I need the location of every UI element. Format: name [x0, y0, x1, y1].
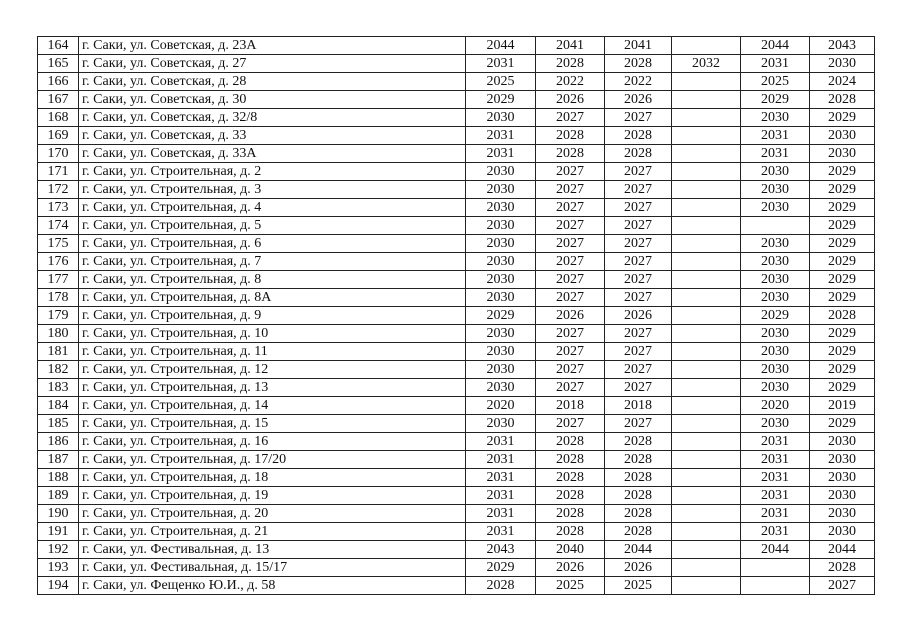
year-col-6-cell: 2029 [810, 325, 875, 343]
year-col-2-cell: 2026 [536, 559, 605, 577]
year-col-2-cell: 2028 [536, 145, 605, 163]
address-cell: г. Саки, ул. Строительная, д. 9 [79, 307, 466, 325]
year-col-5-cell: 2030 [741, 253, 810, 271]
address-cell: г. Саки, ул. Строительная, д. 21 [79, 523, 466, 541]
row-number: 178 [38, 289, 79, 307]
year-col-6-cell: 2029 [810, 217, 875, 235]
address-cell: г. Саки, ул. Советская, д. 23А [79, 37, 466, 55]
year-col-2-cell: 2027 [536, 271, 605, 289]
year-col-5-cell: 2044 [741, 541, 810, 559]
year-col-4-cell [672, 289, 741, 307]
year-col-1-cell: 2030 [466, 253, 536, 271]
year-col-5-cell: 2030 [741, 343, 810, 361]
row-number: 177 [38, 271, 79, 289]
year-col-1-cell: 2030 [466, 325, 536, 343]
table-row [38, 145, 875, 163]
year-col-6-cell: 2029 [810, 109, 875, 127]
year-col-2-cell: 2018 [536, 397, 605, 415]
year-col-6-cell: 2028 [810, 91, 875, 109]
year-col-6-cell: 2030 [810, 145, 875, 163]
year-col-1-cell: 2031 [466, 487, 536, 505]
address-cell: г. Саки, ул. Строительная, д. 8А [79, 289, 466, 307]
year-col-4-cell [672, 343, 741, 361]
year-col-5-cell: 2030 [741, 361, 810, 379]
table-row [38, 253, 875, 271]
year-col-2-cell: 2028 [536, 469, 605, 487]
year-col-2-cell: 2028 [536, 505, 605, 523]
year-col-6-cell: 2029 [810, 415, 875, 433]
row-number: 189 [38, 487, 79, 505]
row-number: 171 [38, 163, 79, 181]
year-col-6-cell: 2029 [810, 181, 875, 199]
year-col-6-cell: 2029 [810, 271, 875, 289]
year-col-6-cell: 2030 [810, 55, 875, 73]
year-col-6-cell: 2029 [810, 343, 875, 361]
year-col-3-cell: 2027 [605, 361, 672, 379]
year-col-6-cell: 2019 [810, 397, 875, 415]
year-col-5-cell: 2031 [741, 505, 810, 523]
year-col-5-cell: 2030 [741, 235, 810, 253]
year-col-1-cell: 2020 [466, 397, 536, 415]
table-row [38, 289, 875, 307]
row-number: 176 [38, 253, 79, 271]
year-col-3-cell: 2027 [605, 163, 672, 181]
row-number: 193 [38, 559, 79, 577]
year-col-4-cell [672, 235, 741, 253]
table-row [38, 109, 875, 127]
row-number: 188 [38, 469, 79, 487]
schedule-table [37, 36, 875, 595]
row-number: 183 [38, 379, 79, 397]
address-cell: г. Саки, ул. Советская, д. 32/8 [79, 109, 466, 127]
row-number: 190 [38, 505, 79, 523]
address-cell: г. Саки, ул. Строительная, д. 10 [79, 325, 466, 343]
address-cell: г. Саки, ул. Строительная, д. 14 [79, 397, 466, 415]
year-col-1-cell: 2025 [466, 73, 536, 91]
year-col-3-cell: 2028 [605, 487, 672, 505]
address-cell: г. Саки, ул. Строительная, д. 5 [79, 217, 466, 235]
address-cell: г. Саки, ул. Советская, д. 33 [79, 127, 466, 145]
row-number: 166 [38, 73, 79, 91]
year-col-5-cell: 2030 [741, 199, 810, 217]
row-number: 182 [38, 361, 79, 379]
year-col-5-cell: 2030 [741, 271, 810, 289]
row-number: 194 [38, 577, 79, 595]
address-cell: г. Саки, ул. Строительная, д. 3 [79, 181, 466, 199]
table-row [38, 397, 875, 415]
year-col-6-cell: 2030 [810, 127, 875, 145]
year-col-3-cell: 2028 [605, 127, 672, 145]
year-col-5-cell: 2031 [741, 127, 810, 145]
year-col-4-cell [672, 271, 741, 289]
year-col-1-cell: 2030 [466, 235, 536, 253]
row-number: 170 [38, 145, 79, 163]
year-col-3-cell: 2018 [605, 397, 672, 415]
year-col-6-cell: 2029 [810, 361, 875, 379]
year-col-1-cell: 2030 [466, 271, 536, 289]
year-col-1-cell: 2043 [466, 541, 536, 559]
year-col-1-cell: 2029 [466, 559, 536, 577]
year-col-2-cell: 2027 [536, 343, 605, 361]
year-col-2-cell: 2027 [536, 199, 605, 217]
year-col-2-cell: 2027 [536, 181, 605, 199]
year-col-6-cell: 2024 [810, 73, 875, 91]
year-col-4-cell [672, 199, 741, 217]
address-cell: г. Саки, ул. Строительная, д. 16 [79, 433, 466, 451]
year-col-1-cell: 2031 [466, 469, 536, 487]
row-number: 165 [38, 55, 79, 73]
year-col-1-cell: 2030 [466, 343, 536, 361]
row-number: 169 [38, 127, 79, 145]
year-col-4-cell [672, 505, 741, 523]
year-col-3-cell: 2027 [605, 253, 672, 271]
year-col-4-cell [672, 37, 741, 55]
address-cell: г. Саки, ул. Строительная, д. 6 [79, 235, 466, 253]
year-col-4-cell [672, 487, 741, 505]
table-row [38, 523, 875, 541]
year-col-1-cell: 2030 [466, 289, 536, 307]
year-col-5-cell: 2031 [741, 469, 810, 487]
year-col-4-cell [672, 361, 741, 379]
year-col-3-cell: 2026 [605, 559, 672, 577]
year-col-3-cell: 2027 [605, 217, 672, 235]
year-col-3-cell: 2027 [605, 235, 672, 253]
row-number: 184 [38, 397, 79, 415]
year-col-5-cell: 2030 [741, 379, 810, 397]
year-col-6-cell: 2029 [810, 235, 875, 253]
table-row [38, 559, 875, 577]
year-col-2-cell: 2025 [536, 577, 605, 595]
year-col-4-cell [672, 433, 741, 451]
table-row [38, 379, 875, 397]
year-col-6-cell: 2030 [810, 451, 875, 469]
address-cell: г. Саки, ул. Строительная, д. 20 [79, 505, 466, 523]
year-col-5-cell: 2031 [741, 487, 810, 505]
address-cell: г. Саки, ул. Советская, д. 28 [79, 73, 466, 91]
year-col-2-cell: 2027 [536, 235, 605, 253]
year-col-3-cell: 2027 [605, 271, 672, 289]
year-col-4-cell [672, 73, 741, 91]
year-col-4-cell [672, 523, 741, 541]
year-col-2-cell: 2027 [536, 415, 605, 433]
year-col-2-cell: 2027 [536, 325, 605, 343]
table-row [38, 469, 875, 487]
year-col-2-cell: 2028 [536, 127, 605, 145]
year-col-6-cell: 2028 [810, 559, 875, 577]
year-col-3-cell: 2027 [605, 289, 672, 307]
year-col-5-cell: 2029 [741, 91, 810, 109]
year-col-1-cell: 2031 [466, 145, 536, 163]
year-col-5-cell: 2031 [741, 451, 810, 469]
year-col-3-cell: 2027 [605, 109, 672, 127]
year-col-3-cell: 2027 [605, 343, 672, 361]
year-col-3-cell: 2028 [605, 55, 672, 73]
year-col-1-cell: 2030 [466, 217, 536, 235]
year-col-1-cell: 2028 [466, 577, 536, 595]
year-col-3-cell: 2022 [605, 73, 672, 91]
year-col-6-cell: 2044 [810, 541, 875, 559]
year-col-5-cell: 2030 [741, 109, 810, 127]
year-col-4-cell [672, 469, 741, 487]
year-col-5-cell: 2031 [741, 145, 810, 163]
row-number: 173 [38, 199, 79, 217]
year-col-5-cell: 2031 [741, 55, 810, 73]
year-col-4-cell [672, 91, 741, 109]
year-col-6-cell: 2029 [810, 253, 875, 271]
year-col-6-cell: 2027 [810, 577, 875, 595]
year-col-4-cell [672, 379, 741, 397]
table-row [38, 307, 875, 325]
year-col-4-cell: 2032 [672, 55, 741, 73]
table-row [38, 505, 875, 523]
table-row [38, 127, 875, 145]
year-col-1-cell: 2030 [466, 199, 536, 217]
year-col-3-cell: 2025 [605, 577, 672, 595]
year-col-6-cell: 2029 [810, 163, 875, 181]
address-cell: г. Саки, ул. Строительная, д. 15 [79, 415, 466, 433]
year-col-5-cell [741, 559, 810, 577]
year-col-5-cell [741, 577, 810, 595]
year-col-3-cell: 2027 [605, 325, 672, 343]
row-number: 174 [38, 217, 79, 235]
year-col-4-cell [672, 109, 741, 127]
year-col-4-cell [672, 145, 741, 163]
row-number: 191 [38, 523, 79, 541]
year-col-2-cell: 2022 [536, 73, 605, 91]
year-col-3-cell: 2028 [605, 469, 672, 487]
year-col-6-cell: 2028 [810, 307, 875, 325]
year-col-1-cell: 2031 [466, 505, 536, 523]
year-col-5-cell [741, 217, 810, 235]
year-col-1-cell: 2031 [466, 523, 536, 541]
schedule-table-sheet [37, 36, 875, 595]
table-row [38, 487, 875, 505]
year-col-3-cell: 2027 [605, 199, 672, 217]
year-col-5-cell: 2030 [741, 181, 810, 199]
year-col-4-cell [672, 415, 741, 433]
table-row [38, 361, 875, 379]
year-col-2-cell: 2027 [536, 289, 605, 307]
year-col-2-cell: 2028 [536, 451, 605, 469]
year-col-6-cell: 2029 [810, 289, 875, 307]
year-col-4-cell [672, 217, 741, 235]
address-cell: г. Саки, ул. Фестивальная, д. 13 [79, 541, 466, 559]
row-number: 187 [38, 451, 79, 469]
year-col-2-cell: 2027 [536, 253, 605, 271]
year-col-4-cell [672, 253, 741, 271]
year-col-5-cell: 2030 [741, 415, 810, 433]
year-col-6-cell: 2030 [810, 433, 875, 451]
year-col-5-cell: 2029 [741, 307, 810, 325]
address-cell: г. Саки, ул. Строительная, д. 17/20 [79, 451, 466, 469]
year-col-3-cell: 2026 [605, 307, 672, 325]
address-cell: г. Саки, ул. Строительная, д. 19 [79, 487, 466, 505]
table-row [38, 433, 875, 451]
table-row [38, 325, 875, 343]
row-number: 168 [38, 109, 79, 127]
table-row [38, 235, 875, 253]
table-row [38, 541, 875, 559]
year-col-5-cell: 2030 [741, 325, 810, 343]
row-number: 172 [38, 181, 79, 199]
table-row [38, 415, 875, 433]
row-number: 186 [38, 433, 79, 451]
year-col-6-cell: 2030 [810, 505, 875, 523]
year-col-1-cell: 2030 [466, 379, 536, 397]
year-col-5-cell: 2020 [741, 397, 810, 415]
year-col-4-cell [672, 325, 741, 343]
year-col-1-cell: 2044 [466, 37, 536, 55]
year-col-1-cell: 2031 [466, 55, 536, 73]
address-cell: г. Саки, ул. Строительная, д. 2 [79, 163, 466, 181]
year-col-4-cell [672, 577, 741, 595]
year-col-4-cell [672, 181, 741, 199]
year-col-6-cell: 2029 [810, 379, 875, 397]
row-number: 175 [38, 235, 79, 253]
table-body [38, 37, 875, 595]
year-col-3-cell: 2027 [605, 181, 672, 199]
row-number: 192 [38, 541, 79, 559]
year-col-2-cell: 2028 [536, 523, 605, 541]
year-col-1-cell: 2030 [466, 181, 536, 199]
year-col-2-cell: 2027 [536, 109, 605, 127]
table-row [38, 163, 875, 181]
table-row [38, 199, 875, 217]
address-cell: г. Саки, ул. Фещенко Ю.И., д. 58 [79, 577, 466, 595]
year-col-1-cell: 2030 [466, 361, 536, 379]
address-cell: г. Саки, ул. Строительная, д. 18 [79, 469, 466, 487]
year-col-5-cell: 2030 [741, 289, 810, 307]
year-col-5-cell: 2044 [741, 37, 810, 55]
year-col-4-cell [672, 397, 741, 415]
row-number: 181 [38, 343, 79, 361]
year-col-4-cell [672, 307, 741, 325]
year-col-2-cell: 2027 [536, 163, 605, 181]
year-col-4-cell [672, 451, 741, 469]
year-col-2-cell: 2041 [536, 37, 605, 55]
table-row [38, 577, 875, 595]
year-col-3-cell: 2027 [605, 415, 672, 433]
year-col-4-cell [672, 127, 741, 145]
year-col-5-cell: 2025 [741, 73, 810, 91]
row-number: 167 [38, 91, 79, 109]
row-number: 180 [38, 325, 79, 343]
year-col-5-cell: 2031 [741, 523, 810, 541]
year-col-2-cell: 2027 [536, 217, 605, 235]
table-row [38, 181, 875, 199]
year-col-6-cell: 2030 [810, 523, 875, 541]
year-col-2-cell: 2028 [536, 433, 605, 451]
address-cell: г. Саки, ул. Советская, д. 27 [79, 55, 466, 73]
year-col-1-cell: 2031 [466, 451, 536, 469]
year-col-1-cell: 2030 [466, 109, 536, 127]
address-cell: г. Саки, ул. Строительная, д. 12 [79, 361, 466, 379]
year-col-3-cell: 2026 [605, 91, 672, 109]
year-col-1-cell: 2029 [466, 91, 536, 109]
year-col-2-cell: 2028 [536, 55, 605, 73]
year-col-1-cell: 2030 [466, 415, 536, 433]
year-col-2-cell: 2026 [536, 307, 605, 325]
address-cell: г. Саки, ул. Строительная, д. 4 [79, 199, 466, 217]
year-col-3-cell: 2028 [605, 451, 672, 469]
year-col-1-cell: 2031 [466, 433, 536, 451]
table-row [38, 271, 875, 289]
year-col-1-cell: 2029 [466, 307, 536, 325]
address-cell: г. Саки, ул. Строительная, д. 8 [79, 271, 466, 289]
row-number: 164 [38, 37, 79, 55]
table-row [38, 37, 875, 55]
year-col-4-cell [672, 163, 741, 181]
year-col-3-cell: 2028 [605, 145, 672, 163]
address-cell: г. Саки, ул. Строительная, д. 7 [79, 253, 466, 271]
address-cell: г. Саки, ул. Советская, д. 33А [79, 145, 466, 163]
year-col-4-cell [672, 559, 741, 577]
year-col-6-cell: 2030 [810, 487, 875, 505]
row-number: 179 [38, 307, 79, 325]
year-col-3-cell: 2028 [605, 433, 672, 451]
year-col-5-cell: 2031 [741, 433, 810, 451]
address-cell: г. Саки, ул. Строительная, д. 11 [79, 343, 466, 361]
table-row [38, 451, 875, 469]
row-number: 185 [38, 415, 79, 433]
address-cell: г. Саки, ул. Фестивальная, д. 15/17 [79, 559, 466, 577]
year-col-6-cell: 2043 [810, 37, 875, 55]
year-col-5-cell: 2030 [741, 163, 810, 181]
year-col-3-cell: 2041 [605, 37, 672, 55]
year-col-4-cell [672, 541, 741, 559]
table-row [38, 91, 875, 109]
year-col-2-cell: 2027 [536, 361, 605, 379]
table-row [38, 343, 875, 361]
year-col-6-cell: 2029 [810, 199, 875, 217]
year-col-2-cell: 2027 [536, 379, 605, 397]
year-col-2-cell: 2026 [536, 91, 605, 109]
table-row [38, 55, 875, 73]
year-col-6-cell: 2030 [810, 469, 875, 487]
year-col-1-cell: 2031 [466, 127, 536, 145]
address-cell: г. Саки, ул. Строительная, д. 13 [79, 379, 466, 397]
table-row [38, 217, 875, 235]
address-cell: г. Саки, ул. Советская, д. 30 [79, 91, 466, 109]
table-row [38, 73, 875, 91]
year-col-3-cell: 2044 [605, 541, 672, 559]
year-col-3-cell: 2028 [605, 505, 672, 523]
year-col-3-cell: 2028 [605, 523, 672, 541]
year-col-2-cell: 2028 [536, 487, 605, 505]
year-col-1-cell: 2030 [466, 163, 536, 181]
year-col-3-cell: 2027 [605, 379, 672, 397]
year-col-2-cell: 2040 [536, 541, 605, 559]
